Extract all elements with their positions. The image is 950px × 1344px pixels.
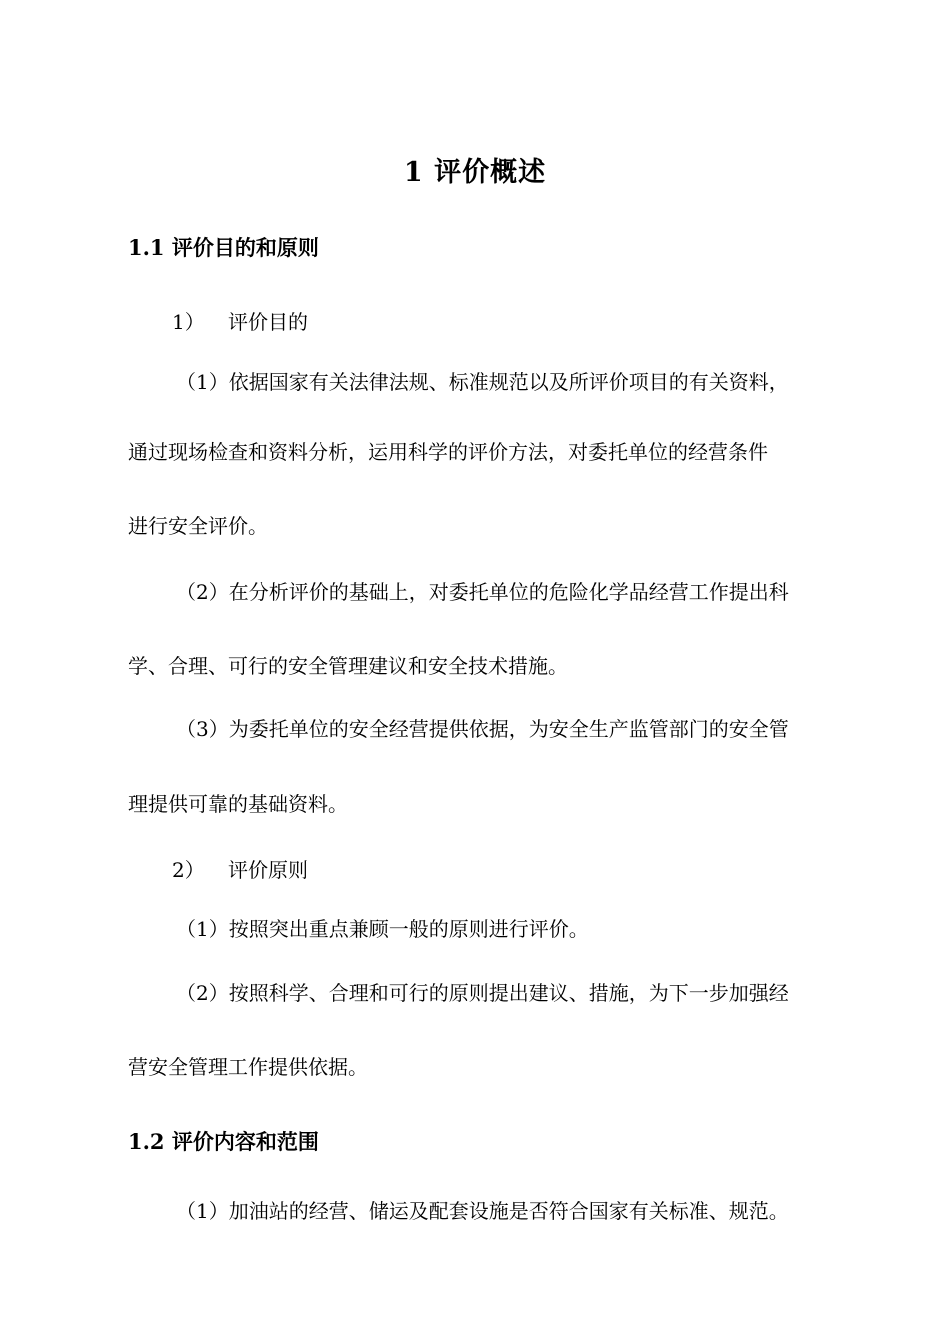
paragraph-line: （1）依据国家有关法律法规、标准规范以及所评价项目的有关资料， [176, 370, 789, 394]
paragraph-line: （3）为委托单位的安全经营提供依据，为安全生产监管部门的安全管 [176, 717, 789, 741]
paragraph-line: 营安全管理工作提供依据。 [128, 1055, 368, 1079]
paragraph-line: （1）加油站的经营、储运及配套设施是否符合国家有关标准、规范。 [176, 1199, 789, 1223]
paragraph-line: （1）按照突出重点兼顾一般的原则进行评价。 [176, 917, 589, 941]
paragraph-line: 学、合理、可行的安全管理建议和安全技术措施。 [128, 654, 568, 678]
section-heading-1-1: 1.1 评价目的和原则 [128, 235, 319, 260]
list-item-purpose [0, 306, 950, 334]
paragraph-line: 进行安全评价。 [128, 514, 268, 538]
section-heading-1-2: 1.2 评价内容和范围 [128, 1129, 319, 1154]
chapter-title: 1 评价概述 [403, 157, 547, 188]
list-item-label: 评价目的 [228, 310, 308, 334]
list-item-number: 1） [172, 310, 205, 334]
paragraph-line: 通过现场检查和资料分析，运用科学的评价方法，对委托单位的经营条件 [128, 440, 768, 464]
list-item-principle [0, 854, 950, 882]
paragraph-line: （2）按照科学、合理和可行的原则提出建议、措施，为下一步加强经 [176, 981, 789, 1005]
list-item-label: 评价原则 [228, 858, 308, 882]
list-item-number: 2） [172, 858, 205, 882]
paragraph-line: 理提供可靠的基础资料。 [128, 792, 348, 816]
paragraph-line: （2）在分析评价的基础上，对委托单位的危险化学品经营工作提出科 [176, 580, 789, 604]
